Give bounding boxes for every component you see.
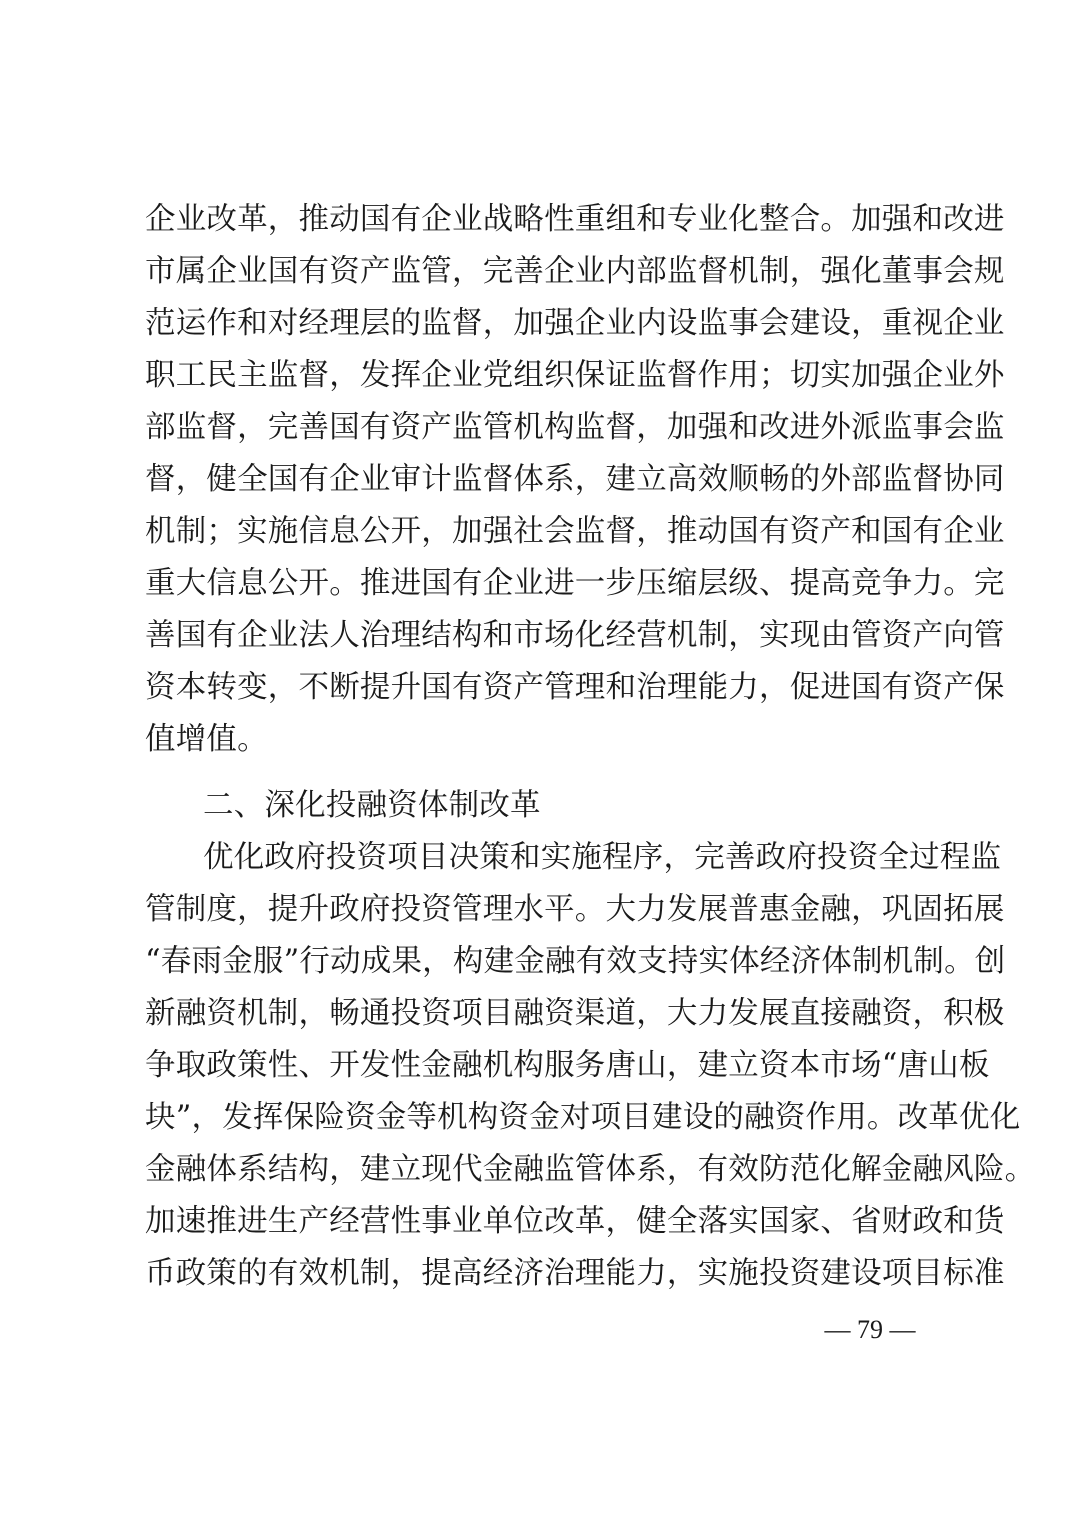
paragraph-line: 币政策的有效机制，提高经济治理能力，实施投资建设项目标准: [145, 1256, 1005, 1291]
section-heading: 二、深化投融资体制改革: [203, 788, 541, 823]
paragraph-line: 管制度，提升政府投资管理水平。大力发展普惠金融，巩固拓展: [145, 892, 1005, 927]
paragraph-line: 优化政府投资项目决策和实施程序，完善政府投资全过程监: [203, 840, 1002, 875]
paragraph-line: 资本转变，不断提升国有资产管理和治理能力，促进国有资产保: [145, 670, 1005, 705]
paragraph-line: 部监督，完善国有资产监管机构监督，加强和改进外派监事会监: [145, 410, 1005, 445]
paragraph-line: 善国有企业法人治理结构和市场化经营机制，实现由管资产向管: [145, 618, 1005, 653]
paragraph-line: “春雨金服”行动成果，构建金融有效支持实体经济体制机制。创: [145, 944, 1006, 979]
paragraph-line: 重大信息公开。推进国有企业进一步压缩层级、提高竞争力。完: [145, 566, 1005, 601]
paragraph-line: 争取政策性、开发性金融机构服务唐山，建立资本市场“唐山板: [145, 1048, 990, 1083]
paragraph-line: 机制；实施信息公开，加强社会监督，推动国有资产和国有企业: [145, 514, 1005, 549]
paragraph-line: 市属企业国有资产监管，完善企业内部监督机制，强化董事会规: [145, 254, 1005, 289]
paragraph-line: 块”，发挥保险资金等机构资金对项目建设的融资作用。改革优化: [145, 1100, 1021, 1135]
paragraph-line: 范运作和对经理层的监督，加强企业内设监事会建设，重视企业: [145, 306, 1005, 341]
paragraph-line: 企业改革，推动国有企业战略性重组和专业化整合。加强和改进: [145, 202, 1005, 237]
paragraph-line: 金融体系结构，建立现代金融监管体系，有效防范化解金融风险。: [145, 1152, 1036, 1187]
paragraph-line: 值增值。: [145, 722, 268, 757]
paragraph-line: 职工民主监督，发挥企业党组织保证监督作用；切实加强企业外: [145, 358, 1005, 393]
paragraph-line: 加速推进生产经营性事业单位改革，健全落实国家、省财政和货: [145, 1204, 1005, 1239]
paragraph-line: 新融资机制，畅通投资项目融资渠道，大力发展直接融资，积极: [145, 996, 1005, 1031]
page-number: — 79 —: [824, 1315, 916, 1344]
paragraph-line: 督，健全国有企业审计监督体系，建立高效顺畅的外部监督协同: [145, 462, 1005, 497]
